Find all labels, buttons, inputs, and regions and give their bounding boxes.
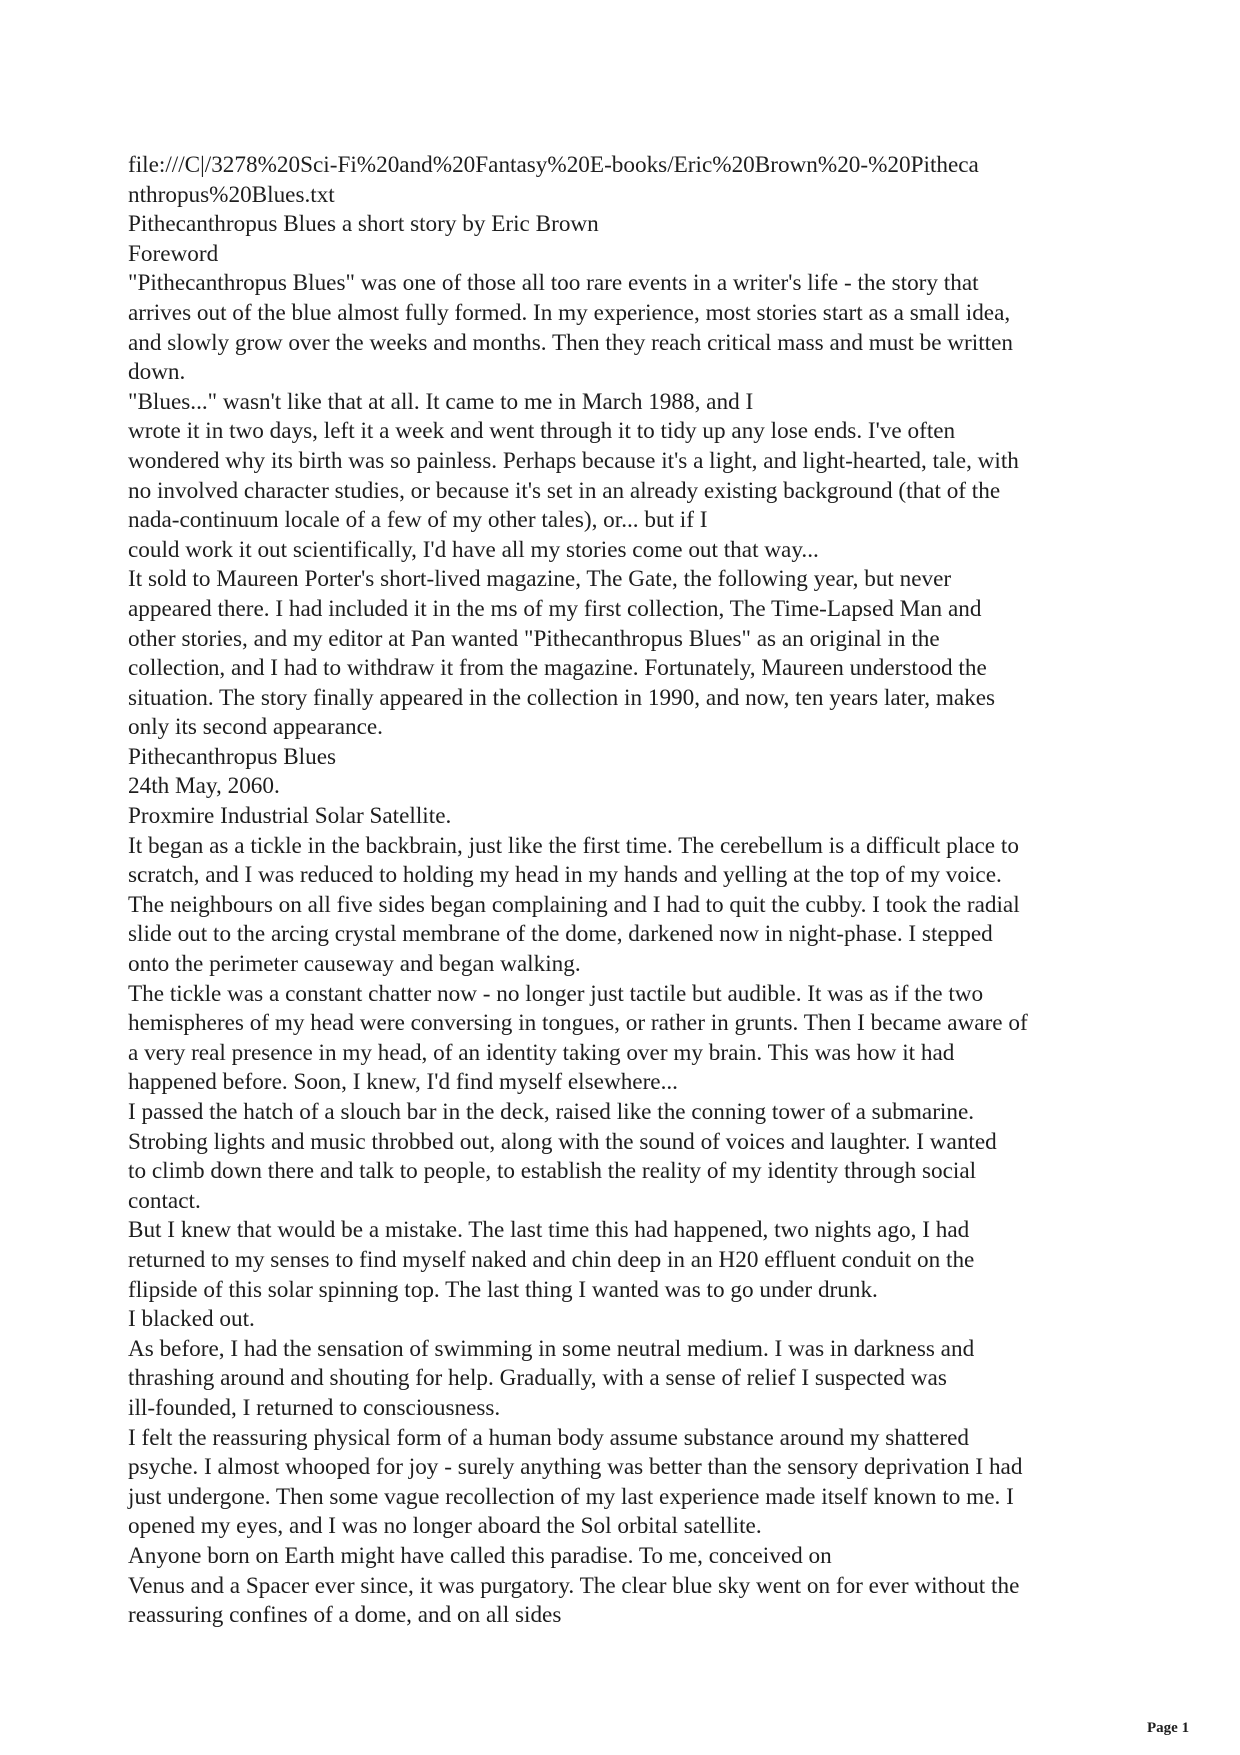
text-line: arrives out of the blue almost fully formed. In my experience, most stories start as a small idea,	[128, 299, 1011, 326]
text-line: collection, and I had to withdraw it from the magazine. Fortunately, Maureen understood the	[128, 655, 987, 682]
page-number: Page 1	[1147, 1720, 1190, 1736]
text-line: onto the perimeter causeway and began walking.	[128, 951, 581, 978]
text-line: Foreword	[128, 240, 219, 267]
text-line: happened before. Soon, I knew, I'd find myself elsewhere...	[128, 1069, 678, 1096]
text-line: Venus and a Spacer ever since, it was purgatory. The clear blue sky went on for ever without the	[128, 1572, 1020, 1599]
text-line: It began as a tickle in the backbrain, just like the first time. The cerebellum is a difficult place to	[128, 832, 1019, 859]
text-line: thrashing around and shouting for help. Gradually, with a sense of relief I suspected was	[128, 1365, 947, 1392]
document-text	[128, 151, 1128, 1631]
text-line: It sold to Maureen Porter's short-lived magazine, The Gate, the following year, but never	[128, 566, 952, 593]
text-line: only its second appearance.	[128, 714, 383, 741]
text-line: I passed the hatch of a slouch bar in the deck, raised like the conning tower of a submarine.	[128, 1099, 975, 1125]
text-line: wondered why its birth was so painless. Perhaps because it's a light, and light-hearted, tale, with	[128, 447, 1019, 474]
text-line: wrote it in two days, left it a week and went through it to tidy up any lose ends. I've often	[128, 418, 956, 445]
text-line: Proxmire Industrial Solar Satellite.	[128, 803, 452, 830]
text-line: returned to my senses to find myself naked and chin deep in an H20 effluent conduit on the	[128, 1246, 975, 1273]
text-line: "Blues..." wasn't like that at all. It came to me in March 1988, and I	[128, 388, 754, 415]
text-line: The neighbours on all five sides began complaining and I had to quit the cubby. I took the radial	[128, 891, 1020, 918]
text-line: flipside of this solar spinning top. The last thing I wanted was to go under drunk.	[128, 1276, 878, 1303]
text-line: to climb down there and talk to people, to establish the reality of my identity through social	[128, 1158, 977, 1185]
text-line: ill-founded, I returned to consciousness.	[128, 1394, 501, 1421]
text-line: The tickle was a constant chatter now - no longer just tactile but audible. It was as if the two	[128, 980, 984, 1007]
text-line: file:///C|/3278%20Sci-Fi%20and%20Fantasy%20E-books/Eric%20Brown%20-%20Pitheca	[128, 152, 979, 178]
text-line: As before, I had the sensation of swimming in some neutral medium. I was in darkness and	[128, 1335, 975, 1362]
text-line: psyche. I almost whooped for joy - surely anything was better than the sensory deprivation I had	[128, 1454, 1023, 1481]
text-line: situation. The story finally appeared in the collection in 1990, and now, ten years later, makes	[128, 684, 996, 711]
text-line: appeared there. I had included it in the ms of my first collection, The Time-Lapsed Man and	[128, 595, 982, 622]
text-line: down.	[128, 359, 186, 386]
text-line: no involved character studies, or because it's set in an already existing background (that of the	[128, 477, 1001, 504]
text-line: I felt the reassuring physical form of a human body assume substance around my shattered	[128, 1424, 969, 1451]
text-line: Strobing lights and music throbbed out, along with the sound of voices and laughter. I wanted	[128, 1128, 997, 1155]
text-line: 24th May, 2060.	[128, 773, 280, 800]
text-line: I blacked out.	[128, 1306, 255, 1333]
text-line: a very real presence in my head, of an identity taking over my brain. This was how it had	[128, 1039, 955, 1066]
text-line: just undergone. Then some vague recollection of my last experience made itself known to me. I	[128, 1483, 1014, 1510]
text-line: scratch, and I was reduced to holding my head in my hands and yelling at the top of my voice.	[128, 862, 1002, 889]
text-line: contact.	[128, 1187, 201, 1214]
text-line: slide out to the arcing crystal membrane of the dome, darkened now in night-phase. I stepped	[128, 921, 993, 948]
text-line: opened my eyes, and I was no longer aboard the Sol orbital satellite.	[128, 1513, 762, 1540]
text-line: nthropus%20Blues.txt	[128, 181, 335, 208]
text-line: hemispheres of my head were conversing in tongues, or rather in grunts. Then I became aware of	[128, 1010, 1028, 1037]
text-line: nada-continuum locale of a few of my other tales), or... but if I	[128, 507, 708, 534]
text-line: other stories, and my editor at Pan wanted "Pithecanthropus Blues" as an original in the	[128, 625, 940, 652]
text-line: and slowly grow over the weeks and months. Then they reach critical mass and must be written	[128, 329, 1013, 356]
text-line: "Pithecanthropus Blues" was one of those all too rare events in a writer's life - the story that	[128, 270, 979, 297]
text-line: Anyone born on Earth might have called this paradise. To me, conceived on	[128, 1542, 832, 1569]
text-line: could work it out scientifically, I'd have all my stories come out that way...	[128, 536, 819, 563]
text-line: Pithecanthropus Blues a short story by Eric Brown	[128, 211, 599, 238]
text-line: reassuring confines of a dome, and on all sides	[128, 1602, 562, 1629]
text-line: Pithecanthropus Blues	[128, 743, 337, 770]
text-line: But I knew that would be a mistake. The last time this had happened, two nights ago, I had	[128, 1217, 970, 1244]
